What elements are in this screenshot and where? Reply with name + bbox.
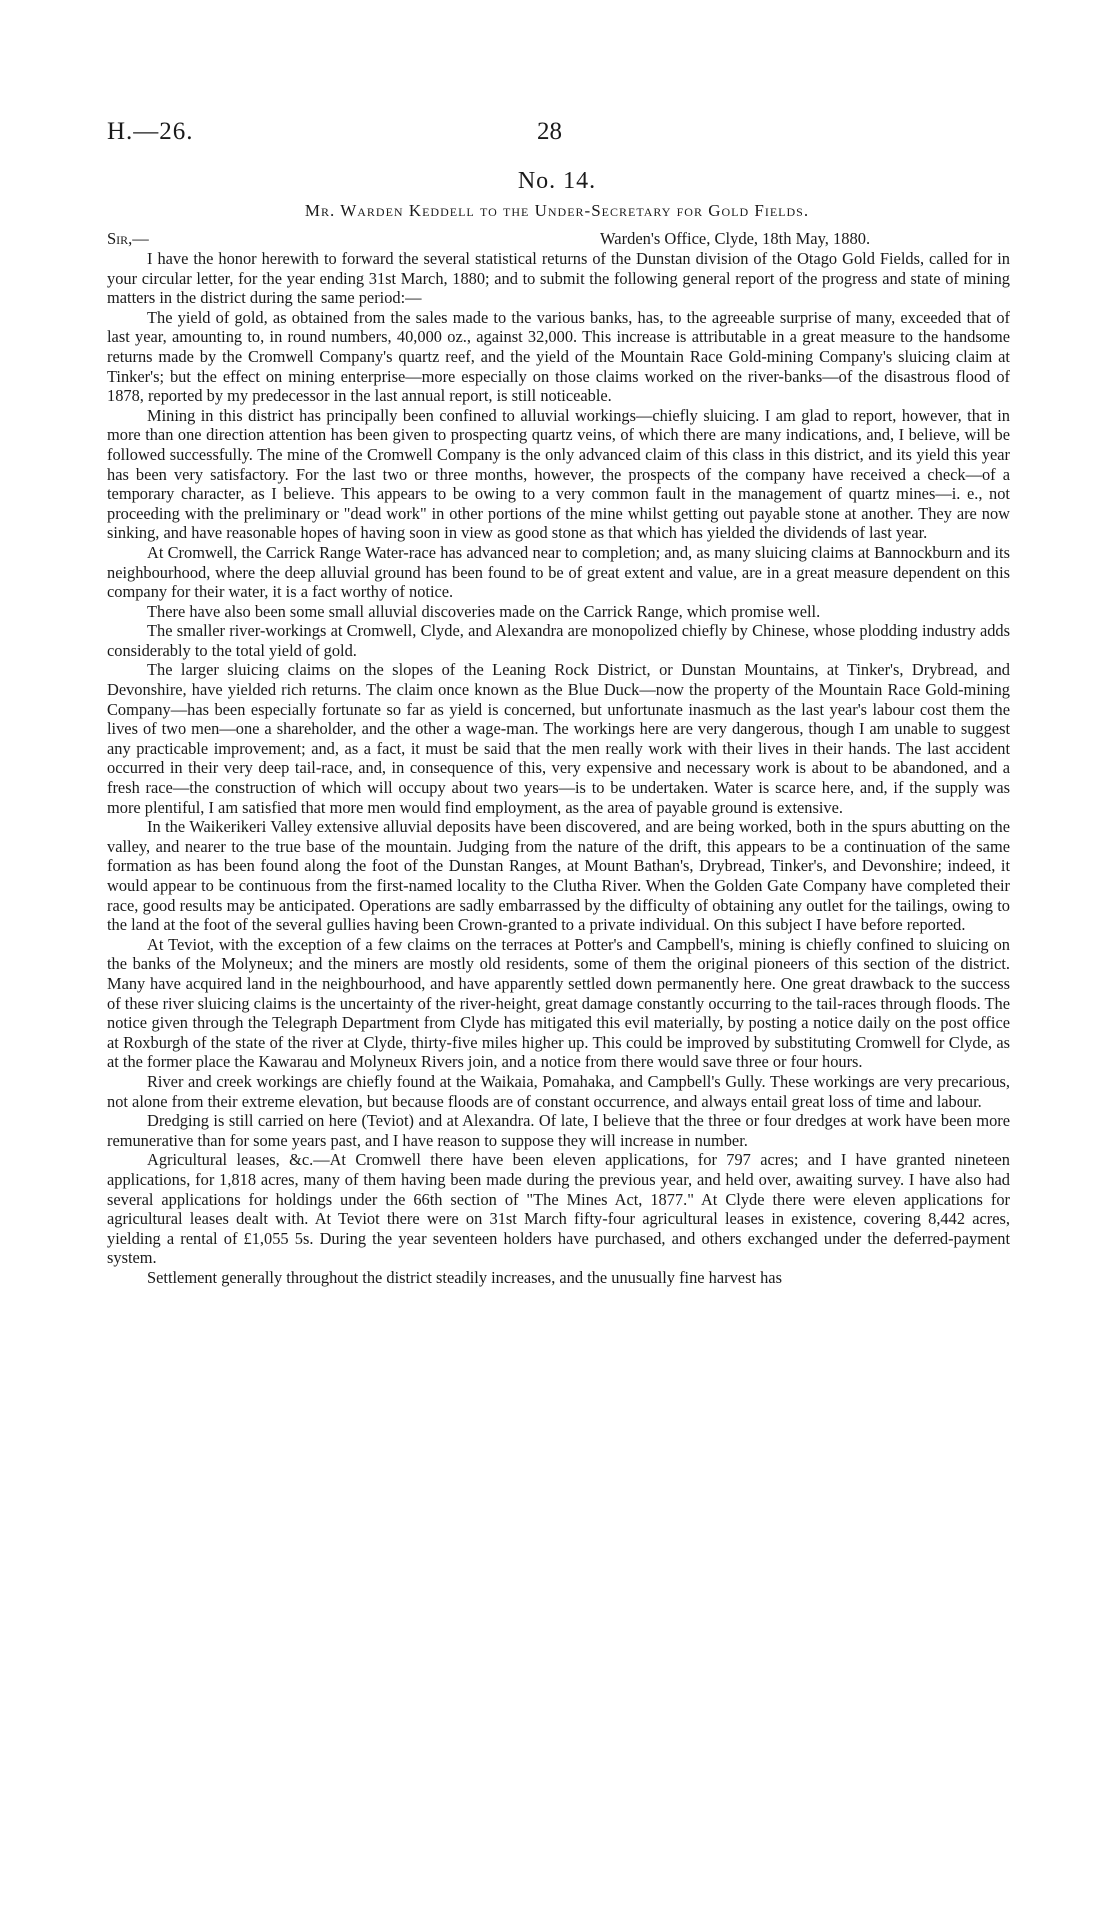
paragraph: The larger sluicing claims on the slopes of the Leaning Rock District, or Dunstan Mountains, at Tinker's, Drybread, and Devonshire, have yielded rich returns. The claim once known as the Blue Duck—now the property of the Mountain Race Gold-mining Company—has been especially fortunate so far as yield is concerned, but unfortunate inasmuch as the last year's labour cost them the lives of two men—one a shareholder, and the other a wage-man. The workings here are very dangerous, though I am unable to suggest any practicable improvement; and, as a fact, it must be said that the men really work with their lives in their hands. The last accident occurred in their very deep tail-race, and, in consequence of this, very expensive and necessary work is about to be abandoned, and a fresh race—the construction of which will occupy about two years—is to be undertaken. Water is scarce here, and, if the supply was more plentiful, I am satisfied that more men would find employment, as the area of payable ground is extensive. [107, 660, 1010, 817]
place-date: Warden's Office, Clyde, 18th May, 1880. [600, 229, 871, 248]
report-body [107, 249, 1010, 1287]
paragraph: Agricultural leases, &c.—At Cromwell there have been eleven applications, for 797 acres; and I have granted nineteen applications, for 1,818 acres, many of them having been made during the previous year, and held over, awaiting survey. I have also had several applications for holdings under the 66th section of "The Mines Act, 1877." At Clyde there were eleven applications for agricultural leases dealt with. At Teviot there were on 31st March fifty-four agricultural leases in existence, covering 8,442 acres, yielding a rental of £1,055 5s. During the year seventeen holders have purchased, and others exchanged under the deferred-payment system. [107, 1150, 1010, 1268]
paragraph: The yield of gold, as obtained from the sales made to the various banks, has, to the agreeable surprise of many, exceeded that of last year, amounting to, in round numbers, 40,000 oz., against 32,000. This increase is attributable in a great measure to the handsome returns made by the Cromwell Company's quartz reef, and the yield of the Mountain Race Gold-mining Company's sluicing claim at Tinker's; but the effect on mining enterprise—more especially on those claims worked on the river-banks—of the disastrous flood of 1878, reported by my predecessor in the last annual report, is still noticeable. [107, 307, 1010, 406]
salutation: Sir,— [107, 229, 149, 248]
document-title: Mr. Warden Keddell to the Under-Secretary for Gold Fields. [304, 201, 810, 220]
paragraph: Settlement generally throughout the district steadily increases, and the unusually fine harvest has [147, 1267, 782, 1287]
paragraph: In the Waikerikeri Valley extensive alluvial deposits have been discovered, and are being worked, both in the spurs abutting on the valley, and nearer to the true base of the mountain. Judging from the nature of the drift, this appears to be a continuation of the same formation as has been found along the foot of the Dunstan Ranges, at Mount Bathan's, Drybread, Tinker's, and Devonshire; indeed, it would appear to be continuous from the first-named locality to the Clutha River. When the Golden Gate Company have completed their race, good results may be anticipated. Operations are sadly embarrassed by the difficulty of obtaining any outlet for the tailings, owing to the land at the foot of the several gullies having been Crown-granted to a private individual. On this subject I have before reported. [107, 817, 1010, 935]
paragraph: I have the honor herewith to forward the several statistical returns of the Dunstan division of the Otago Gold Fields, called for in your circular letter, for the year ending 31st March, 1880; and to submit the following general report of the progress and state of mining matters in the district during the same period:— [107, 249, 1010, 308]
page-number: 28 [537, 118, 562, 145]
paragraph: Dredging is still carried on here (Teviot) and at Alexandra. Of late, I believe that the three or four dredges at work have been more remunerative than for some years past, and I have reason to suppose they will increase in number. [107, 1111, 1010, 1150]
paragraph: The smaller river-workings at Cromwell, Clyde, and Alexandra are monopolized chiefly by Chinese, whose plodding industry adds considerably to the total yield of gold. [107, 621, 1010, 660]
paragraph: At Teviot, with the exception of a few claims on the terraces at Potter's and Campbell's, mining is chiefly confined to sluicing on the banks of the Molyneux; and the miners are mostly old residents, some of them the original pioneers of this section of the district. Many have acquired land in the neighbourhood, and have apparently settled down permanently here. One great drawback to the success of these river sluicing claims is the uncertainty of the river-height, great damage constantly occurring to the tail-races through floods. The notice given through the Telegraph Department from Clyde has mitigated this evil materially, by posting a notice daily on the post office at Roxburgh of the state of the river at Clyde, thirty-five miles higher up. This could be improved by substituting Cromwell for Clyde, as at the former place the Kawarau and Molyneux Rivers join, and a notice from there would save three or four hours. [107, 934, 1010, 1072]
series-header: H.—26. [107, 118, 194, 145]
document-number: No. 14. [517, 168, 597, 194]
paragraph: River and creek workings are chiefly found at the Waikaia, Pomahaka, and Campbell's Gully. These workings are very precarious, not alone from their extreme elevation, but because floods are of constant occurrence, and always entail great loss of time and labour. [107, 1071, 1010, 1111]
paragraph: There have also been some small alluvial discoveries made on the Carrick Range, which promise well. [147, 601, 821, 621]
paragraph: At Cromwell, the Carrick Range Water-race has advanced near to completion; and, as many sluicing claims at Bannockburn and its neighbourhood, where the deep alluvial ground has been found to be of great extent and value, are in a great measure dependent on this company for their water, it is a fact worthy of notice. [107, 542, 1010, 602]
paragraph: Mining in this district has principally been confined to alluvial workings—chiefly sluicing. I am glad to report, however, that in more than one direction attention has been given to prospecting quartz veins, of which there are many indications, and, I believe, will be followed successfully. The mine of the Cromwell Company is the only advanced claim of this class in this district, and its yield this year has been very satisfactory. For the last two or three months, however, the prospects of the company have received a check—of a temporary character, as I believe. This appears to be owing to a very common fault in the management of quartz mines—i. e., not proceeding with the preliminary or "dead work" in other portions of the mine whilst getting out payable stone at another. They are now sinking, and have reasonable hopes of having soon in view as good stone as that which has yielded the dividends of last year. [107, 405, 1010, 543]
